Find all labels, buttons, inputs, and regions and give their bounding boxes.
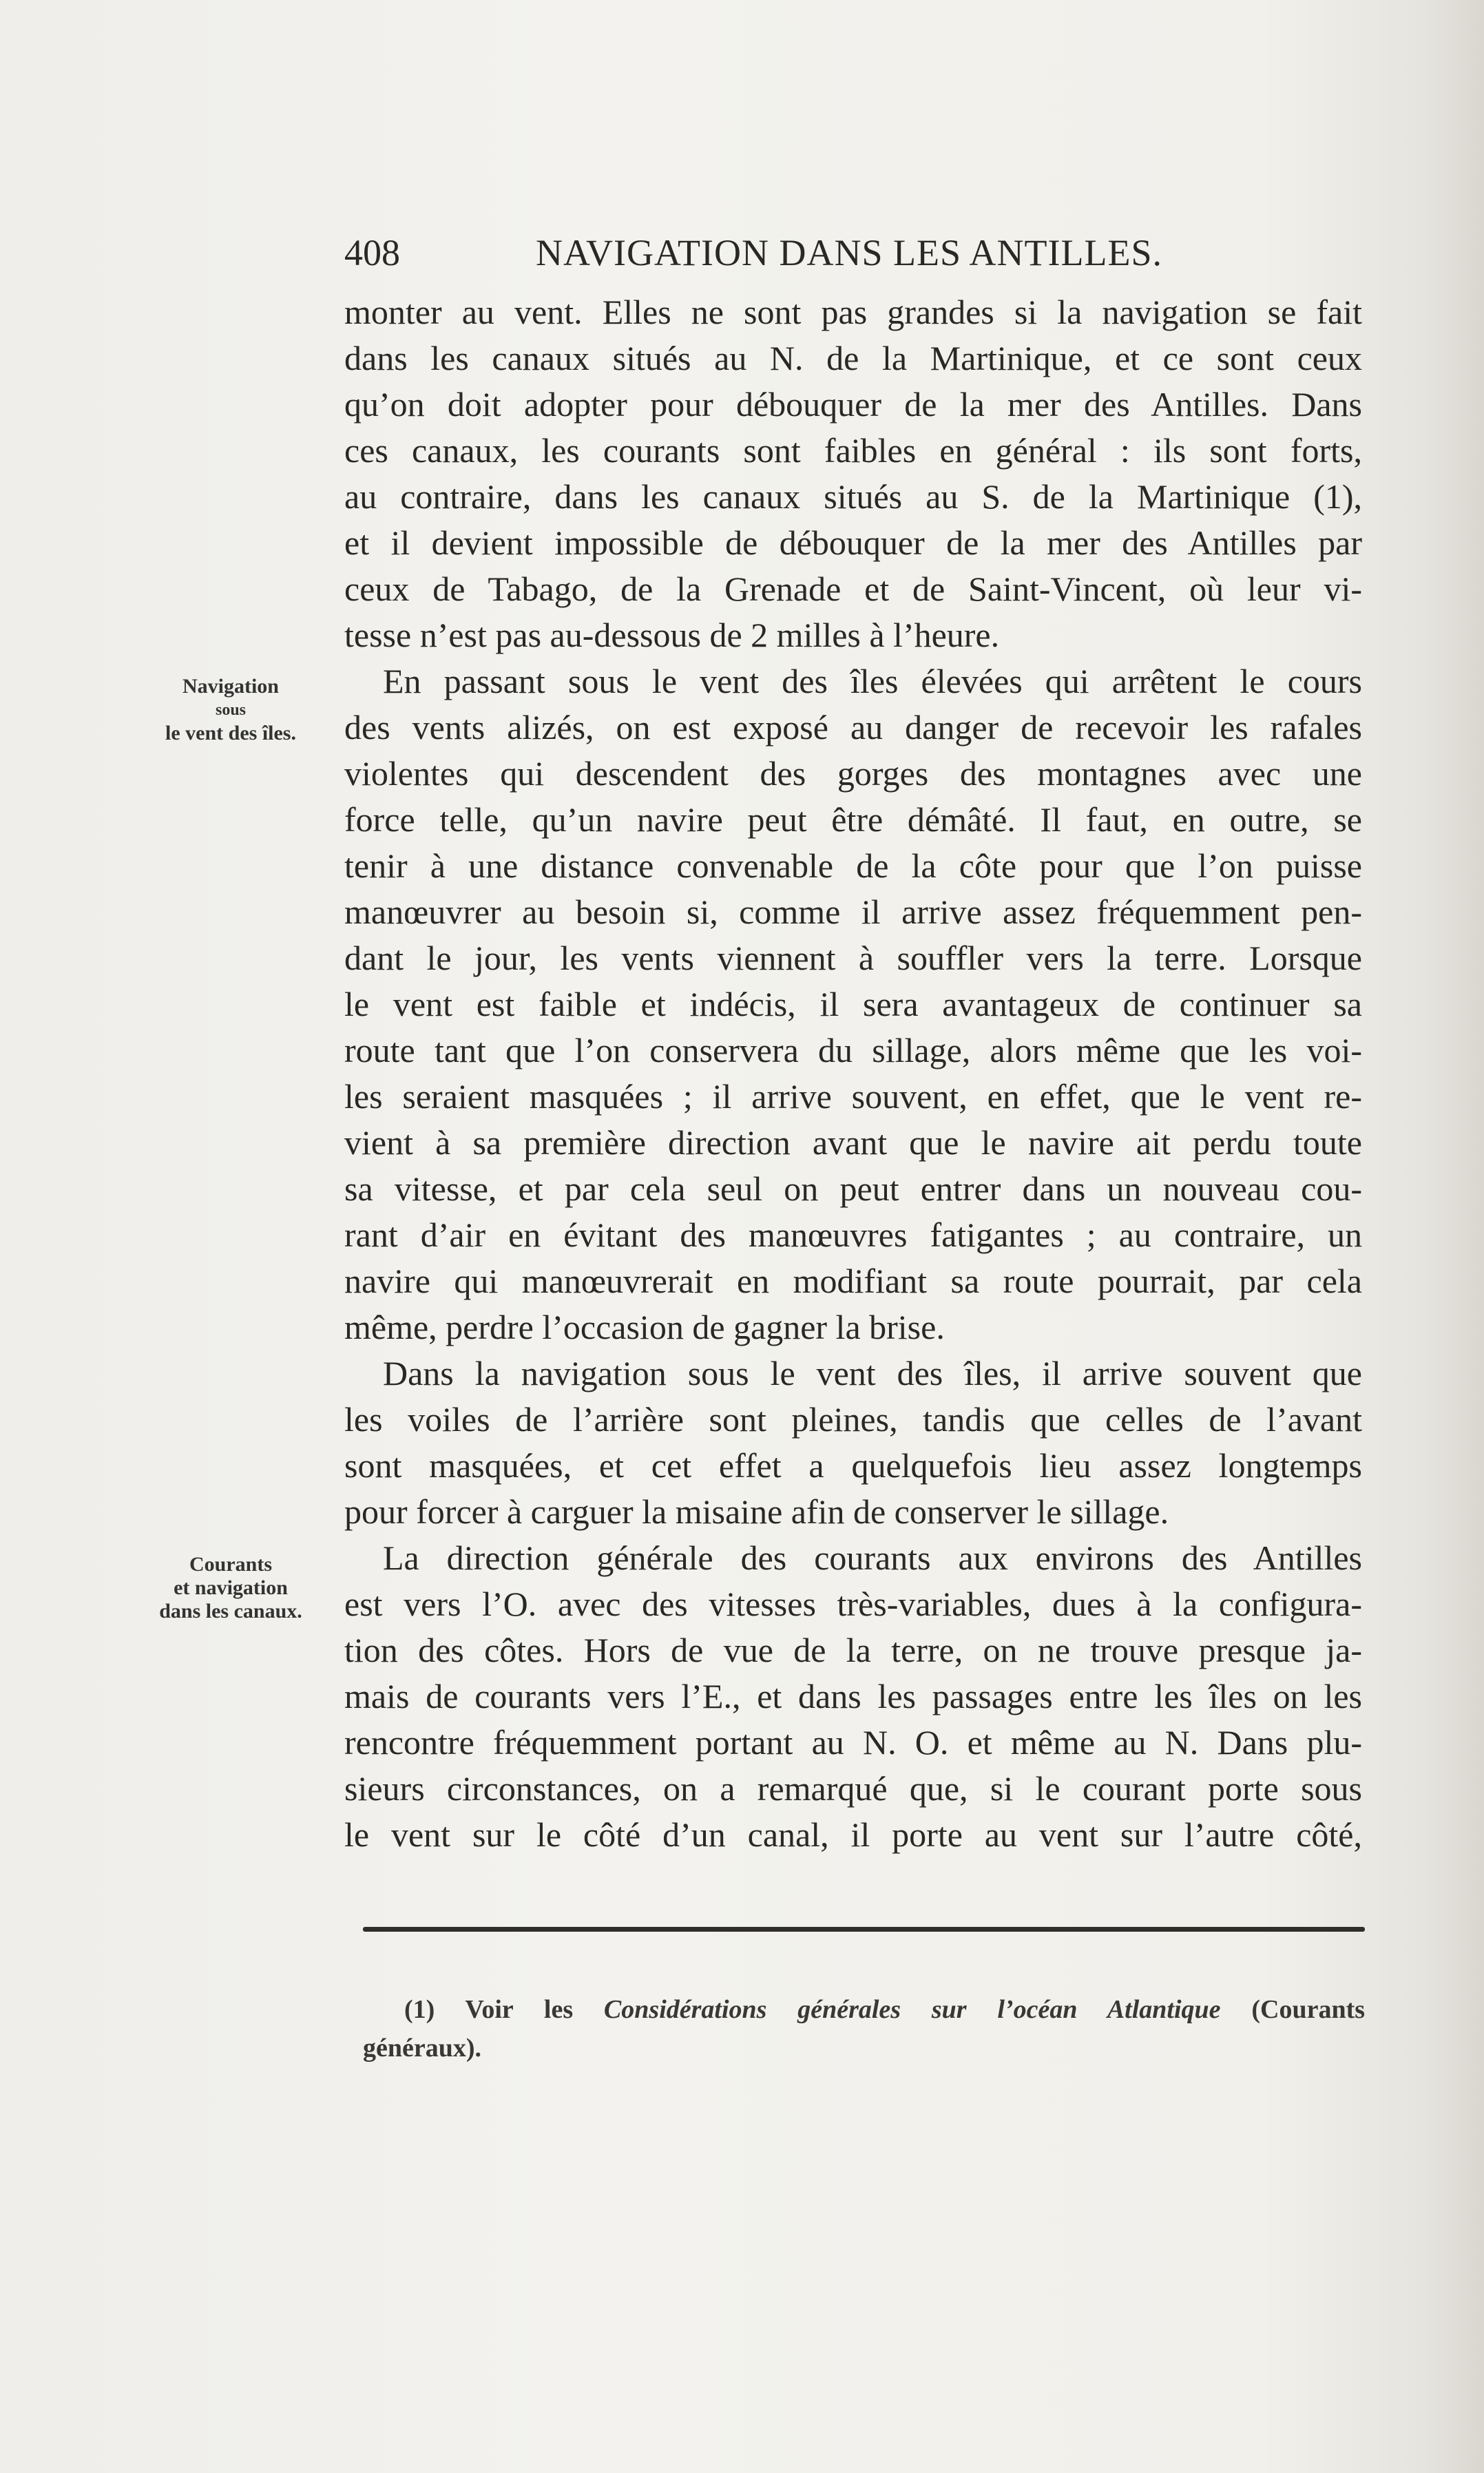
text-line-row [344,751,1362,797]
text-line: violentes qui descendent des gorges des montagnes avec une [344,754,1362,793]
footnote-italic-title: Considérations générales sur l’océan Atlantique [603,1995,1221,2024]
text-line: même, perdre l’occasion de gagner la brise. [344,1308,945,1346]
text-line: tenir à une distance convenable de la côte pour que l’on puisse [344,846,1362,885]
text-line: au contraire, dans les canaux situés au S. de la Martinique (1), [344,477,1362,516]
text-line: navire qui manœuvrerait en modifiant sa route pourrait, par cela [344,1262,1362,1300]
side-note-line: le vent des îles. [165,722,296,744]
text-line-row [344,1212,1362,1258]
text-line-row [344,1489,1362,1535]
text-line-row [344,935,1362,981]
text-line-row [344,382,1362,428]
footnote-continuation: généraux). [363,2034,482,2063]
side-note-line: Navigation [182,675,279,698]
text-line-row [344,1027,1362,1074]
text-line-row [344,566,1362,612]
text-line-row [344,843,1362,889]
text-line: monter au vent. Elles ne sont pas grandes si la navigation se fait [344,293,1362,331]
text-line: ceux de Tabago, de la Grenade et de Saint-Vincent, où leur vi- [344,570,1362,608]
running-title: NAVIGATION DANS LES ANTILLES. [536,232,1162,273]
text-line-row [344,1766,1362,1812]
text-line-row [344,474,1362,520]
text-line: les seraient masquées ; il arrive souvent, en effet, que le vent re- [344,1077,1362,1116]
footnote-rule [363,1927,1365,1932]
text-line-row [344,612,1362,658]
text-line: dant le jour, les vents viennent à souffler vers la terre. Lorsque [344,939,1362,977]
body-text [344,289,1362,1858]
side-note-courants [138,1553,324,1623]
text-line: Dans la navigation sous le vent des îles, il arrive souvent que [383,1354,1362,1392]
footnote-text: Voir les [465,1995,574,2024]
page-number: 408 [344,232,400,273]
text-line: force telle, qu’un navire peut être démâté. Il faut, en outre, se [344,800,1362,839]
text-line: route tant que l’on conservera du sillage, alors même que les voi- [344,1031,1362,1069]
text-line-row [344,1581,1362,1627]
text-line: le vent est faible et indécis, il sera avantageux de continuer sa [344,985,1362,1023]
text-line: qu’on doit adopter pour débouquer de la mer des Antilles. Dans [344,385,1362,424]
text-line: tion des côtes. Hors de vue de la terre, on ne trouve presque ja- [344,1631,1362,1669]
text-line-row [344,289,1362,335]
side-note-line: et navigation [174,1576,288,1599]
text-line-row [344,1166,1362,1212]
text-line-row [344,520,1362,566]
footnote-marker: (1) [404,1995,435,2024]
text-line-row [344,981,1362,1027]
text-line-row [344,1304,1362,1350]
side-note-line: sous [215,701,247,719]
text-line-row [344,1720,1362,1766]
text-line-row [344,1443,1362,1489]
text-line: dans les canaux situés au N. de la Martinique, et ce sont ceux [344,339,1362,377]
text-line-row [344,1120,1362,1166]
text-line: tesse n’est pas au-dessous de 2 milles à l’heure. [344,616,1000,654]
text-line-row [344,1397,1362,1443]
text-line: vient à sa première direction avant que le navire ait perdu toute [344,1123,1362,1162]
footnote [363,1990,1365,2067]
text-line-row [344,658,1362,705]
text-line: En passant sous le vent des îles élevées qui arrêtent le cours [383,662,1362,700]
text-line: est vers l’O. avec des vitesses très-variables, dues à la configura- [344,1585,1362,1623]
text-line: sont masquées, et cet effet a quelquefois lieu assez longtemps [344,1446,1362,1485]
text-line: et il devient impossible de débouquer de la mer des Antilles par [344,523,1362,562]
footnote-first-line [404,1990,1365,2029]
text-line: des vents alizés, on est exposé au danger de recevoir les rafales [344,708,1362,747]
text-line-row [344,335,1362,382]
text-line: sa vitesse, et par cela seul on peut entrer dans un nouveau cou- [344,1169,1362,1208]
side-note-navigation [138,675,324,745]
text-line-row [344,797,1362,843]
text-line-row [344,889,1362,935]
text-line-row [344,1627,1362,1673]
text-line-row [344,705,1362,751]
side-note-line: dans les canaux. [159,1600,302,1622]
text-line-row [344,1673,1362,1720]
text-line: mais de courants vers l’E., et dans les passages entre les îles on les [344,1677,1362,1715]
text-line-row [344,1074,1362,1120]
text-line-row [344,428,1362,474]
page-header [344,231,1162,280]
text-line-row [344,1258,1362,1304]
text-line: les voiles de l’arrière sont pleines, tandis que celles de l’avant [344,1400,1362,1439]
text-line: manœuvrer au besoin si, comme il arrive assez fréquemment pen- [344,893,1362,931]
text-line: sieurs circonstances, on a remarqué que, si le courant porte sous [344,1769,1362,1808]
text-line: rencontre fréquemment portant au N. O. et même au N. Dans plu- [344,1723,1362,1762]
footnote-text: (Courants [1251,1995,1366,2024]
side-note-line: Courants [189,1553,272,1576]
text-line: La direction générale des courants aux environs des Antilles [383,1538,1362,1577]
text-line-row [344,1350,1362,1397]
text-line-row [344,1812,1362,1858]
text-line-row [344,1535,1362,1581]
text-line: le vent sur le côté d’un canal, il porte au vent sur l’autre côté, [344,1815,1362,1854]
text-line: ces canaux, les courants sont faibles en général : ils sont forts, [344,431,1362,470]
text-line: pour forcer à carguer la misaine afin de conserver le sillage. [344,1492,1169,1531]
text-line: rant d’air en évitant des manœuvres fatigantes ; au contraire, un [344,1215,1362,1254]
